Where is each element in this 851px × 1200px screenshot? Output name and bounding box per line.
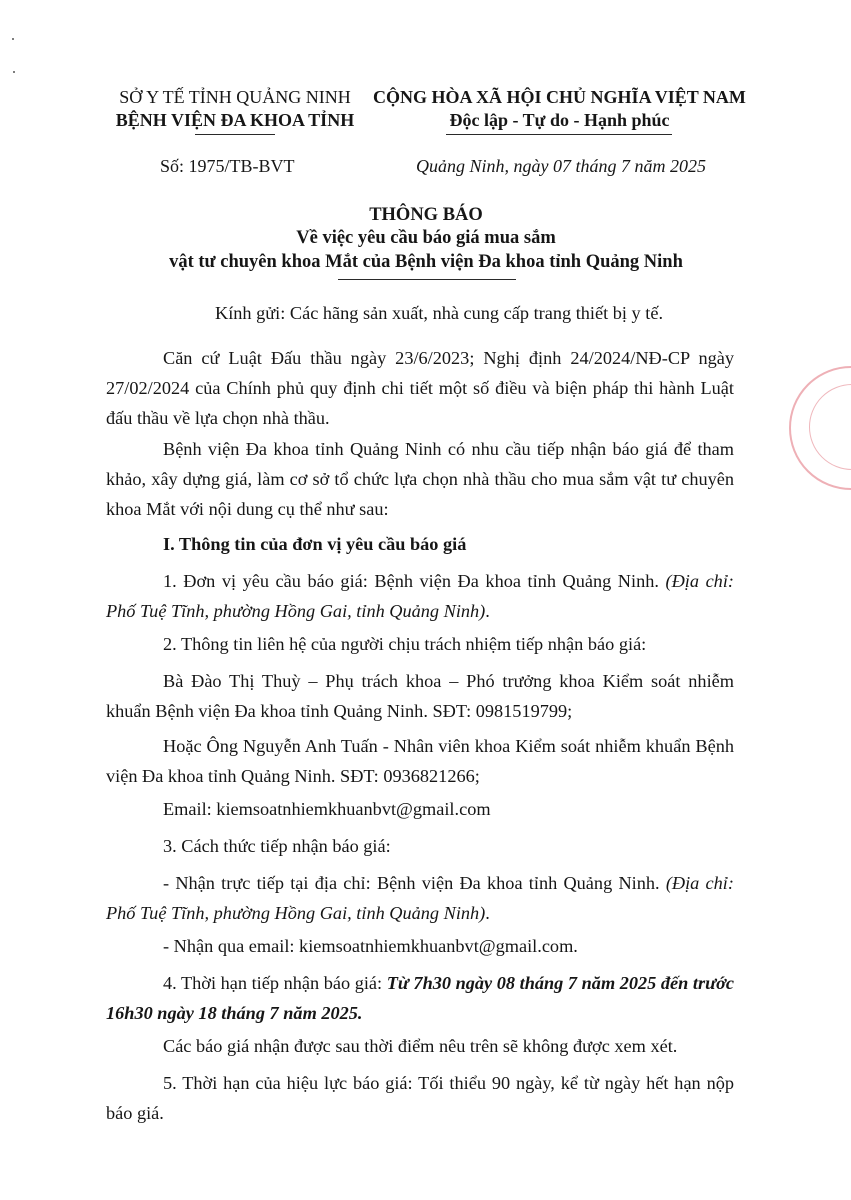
section-heading: I. Thông tin của đơn vị yêu cầu báo giá: [163, 534, 467, 554]
national-title: CỘNG HÒA XÃ HỘI CHỦ NGHĨA VIỆT NAM: [373, 87, 746, 107]
document-number: Số: 1975/TB-BVT: [160, 156, 295, 176]
subject-underline: [338, 279, 516, 280]
item-1-end: .: [485, 601, 490, 621]
item-1-paragraph: [106, 566, 734, 626]
issuer-underline: [195, 134, 275, 135]
document-title: THÔNG BÁO: [369, 205, 483, 225]
item-1-text: 1. Đơn vị yêu cầu báo giá: Bệnh viện Đa khoa tỉnh Quảng Ninh.: [163, 571, 666, 591]
national-motto: Độc lập - Tự do - Hạnh phúc: [449, 110, 670, 130]
legal-basis-paragraph: Căn cứ Luật Đấu thầu ngày 23/6/2023; Nghị định 24/2024/NĐ-CP ngày 27/02/2024 của Chính phủ quy định chi tiết một số điều và biện pháp thi hành Luật đấu thầu về lựa chọn nhà thầu.: [106, 348, 734, 428]
document-subject-line2: vật tư chuyên khoa Mắt của Bệnh viện Đa khoa tỉnh Quảng Ninh: [169, 252, 683, 272]
item-4-deadline: Từ 7h30 ngày 08 tháng 7 năm 2025 đến trước 16h30 ngày 18 tháng 7 năm 2025.: [106, 973, 734, 1023]
item-4-text: 4. Thời hạn tiếp nhận báo giá:: [163, 973, 387, 993]
item-4-paragraph: [106, 968, 734, 1028]
late-note-line: Các báo giá nhận được sau thời điểm nêu trên sẽ không được xem xét.: [163, 1036, 678, 1056]
receive-email-line: - Nhận qua email: kiemsoatnhiemkhuanbvt@gmail.com.: [163, 936, 578, 956]
item-1-address: (Địa chỉ: Phố Tuệ Tĩnh, phường Hồng Gai, tỉnh Quảng Ninh): [106, 571, 734, 621]
contact-2-paragraph: Hoặc Ông Nguyễn Anh Tuấn - Nhân viên khoa Kiểm soát nhiễm khuẩn Bệnh viện Đa khoa tỉnh Quảng Ninh. SĐT: 0936821266;: [106, 736, 734, 786]
issuer-parent-org: SỞ Y TẾ TỈNH QUẢNG NINH: [119, 87, 351, 107]
receive-direct-paragraph: [106, 868, 734, 928]
scan-speck: [12, 38, 14, 40]
email-line: Email: kiemsoatnhiemkhuanbvt@gmail.com: [163, 799, 491, 819]
item-3-heading: 3. Cách thức tiếp nhận báo giá:: [163, 836, 391, 856]
receive-direct-text: - Nhận trực tiếp tại địa chỉ: Bệnh viện Đa khoa tỉnh Quảng Ninh.: [163, 873, 666, 893]
receive-direct-address: (Địa chỉ: Phố Tuệ Tĩnh, phường Hồng Gai, tỉnh Quảng Ninh): [106, 873, 734, 923]
receive-direct-end: .: [485, 903, 490, 923]
item-5-paragraph: 5. Thời hạn của hiệu lực báo giá: Tối thiểu 90 ngày, kể từ ngày hết hạn nộp báo giá.: [106, 1073, 734, 1123]
issuer-name: BỆNH VIỆN ĐA KHOA TỈNH: [115, 110, 355, 130]
recipient-line: Kính gửi: Các hãng sản xuất, nhà cung cấp trang thiết bị y tế.: [215, 303, 664, 323]
scan-speck: [13, 71, 15, 73]
motto-underline: [446, 134, 672, 135]
contact-1-paragraph: Bà Đào Thị Thuỳ – Phụ trách khoa – Phó trưởng khoa Kiểm soát nhiễm khuẩn Bệnh viện Đa khoa tỉnh Quảng Ninh. SĐT: 0981519799;: [106, 671, 734, 721]
document-subject-line1: Về việc yêu cầu báo giá mua sắm: [296, 228, 556, 248]
item-2-heading: 2. Thông tin liên hệ của người chịu trách nhiệm tiếp nhận báo giá:: [163, 634, 647, 654]
intro-paragraph: Bệnh viện Đa khoa tỉnh Quảng Ninh có nhu cầu tiếp nhận báo giá để tham khảo, xây dựng giá, làm cơ sở tổ chức lựa chọn nhà thầu cho mua sắm vật tư chuyên khoa Mắt với nội dung cụ thể như sau:: [106, 439, 734, 519]
place-date: Quảng Ninh, ngày 07 tháng 7 năm 2025: [416, 156, 706, 176]
